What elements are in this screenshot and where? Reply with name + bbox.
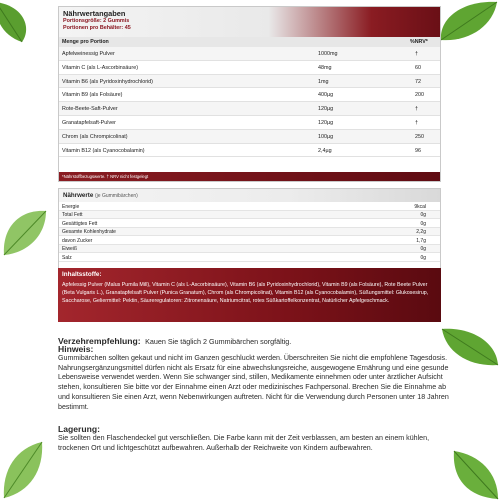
leaf-bottom-right-icon (448, 445, 500, 500)
row-value: 0g (420, 246, 426, 253)
row-amount: 48mg (318, 64, 332, 71)
leaf-top-left-icon (0, 0, 34, 45)
recommendation-label: Verzehrempfehlung: (58, 336, 141, 346)
table-row (59, 236, 440, 245)
ingredients-box (58, 268, 441, 322)
row-nrv: † (415, 119, 418, 126)
row-name: davon Zucker (62, 237, 93, 244)
nutrition-rows (59, 47, 440, 157)
row-name: Rote-Beete-Saft-Pulver (62, 106, 118, 113)
table-row (59, 47, 440, 61)
ingredients-text: Apfelessig Pulver (Malus Pumila Mill), Vitamin C (als L-Ascorbinsäure), Vitamin B6 (als Pyridoxinhydrochlorid), Vitamin B9 (als Folsäure), Rote Beete Pulver (Beta Vulgaris L.), Granatapfelsaft Pulver (Punica Granatum), Chrom (als Chrompicolinat), Vitamin B12 (als Cyanocobalamin), Süßungsmittel: Glukosesirup, Saccharose, Geliermittel: Pektin, Säureregulatoren: Zitronensäure, Natriumcitrat, rotes Süßkartoffelkonzentrat, Natürlicher Apfelgeschmack. (62, 282, 429, 305)
leaf-mid-left-icon (0, 205, 50, 260)
recommendation-text: Kauen Sie täglich 2 Gummibärchen sorgfältig. (145, 337, 292, 346)
row-name: Vitamin B12 (als Cyanocobalamin) (62, 147, 145, 154)
row-nrv: 250 (415, 133, 424, 140)
leaf-bottom-left-icon (0, 440, 45, 500)
table-row (59, 102, 440, 116)
row-amount: 120µg (318, 106, 334, 113)
row-value: 0g (420, 254, 426, 261)
ingredients-title: Inhaltsstoffe: (62, 271, 102, 278)
row-name: Vitamin B9 (als Folsäure) (62, 92, 123, 99)
row-amount: 1mg (318, 78, 329, 85)
row-nrv: 200 (415, 92, 424, 99)
row-name: Gesättigtes Fett (62, 220, 98, 227)
table-row (59, 253, 440, 262)
row-value: 9kcal (414, 203, 426, 210)
row-nrv: † (415, 106, 418, 113)
naehrwerte-table (58, 188, 441, 269)
naehrwerte-header (59, 189, 440, 202)
amount-per-serving-header: Menge pro Portion (62, 39, 109, 45)
hinweis-section (58, 344, 450, 412)
table-row (59, 61, 440, 75)
table-row (59, 245, 440, 254)
table-row (59, 228, 440, 237)
row-amount: 120µg (318, 119, 334, 126)
nrv-header: %NRV* (410, 39, 428, 45)
table-row (59, 130, 440, 144)
row-name: Vitamin B6 (als Pyridoxinhydrochlorid) (62, 78, 153, 85)
row-amount: 100µg (318, 133, 334, 140)
table-row (59, 202, 440, 211)
row-nrv: 60 (415, 64, 421, 71)
serving-size: Portionsgröße: 2 Gummis (63, 18, 130, 24)
naehrwerte-title: Nährwerte (63, 192, 94, 199)
row-name: Vitamin C (als L-Ascorbinsäure) (62, 64, 138, 71)
lagerung-section (58, 424, 450, 453)
row-value: 1,7g (416, 237, 426, 244)
row-name: Salz (62, 254, 72, 261)
table-row (59, 219, 440, 228)
nutrition-column-header (59, 37, 440, 47)
nutrition-facts-table (58, 6, 441, 182)
row-name: Gesamte Kohlenhydrate (62, 229, 116, 236)
hinweis-text: Gummibärchen sollten gekaut und nicht im Ganzen geschluckt werden. Überschreiten Sie nicht die empfohlene Tagesdosis. Nahrungsergänzungsmittel dürfen nicht als Ersatz für eine abwechslungsreiche, ausgewogene Ernährung und eine gesunde Lebensweise verwendet werden. Wenn Sie schwanger sind, stillen, Medikamente einnehmen oder unter ärztlicher Aufsicht stehen, konsultieren Sie bitte vor der Einnahme einen Arzt oder medizinisches Fachpersonal. Brechen Sie die Einnahme ab und konsultieren Sie einen Arzt, wenn Nebenwirkungen auftreten. Nicht für die Verwendung durch Personen unter 18 Jahren bestimmt. (58, 354, 449, 411)
naehrwerte-rows (59, 202, 440, 262)
lagerung-label: Lagerung: (58, 424, 101, 434)
row-amount: 400µg (318, 92, 334, 99)
table-row (59, 144, 440, 158)
table-row (59, 116, 440, 130)
nutrition-header (59, 7, 440, 37)
row-name: Energie (62, 203, 80, 210)
row-name: Chrom (als Chrompicolinat) (62, 133, 128, 140)
leaf-top-right-icon (433, 0, 500, 45)
hinweis-label: Hinweis: (58, 344, 94, 354)
table-row (59, 211, 440, 220)
row-nrv: 96 (415, 147, 421, 154)
row-name: Granatapfelsaft-Pulver (62, 119, 116, 126)
lagerung-text: Sie sollten den Flaschendeckel gut verschließen. Die Farbe kann mit der Zeit verblassen, am besten an einem kühlen, trockenen Ort und lichtgeschützt aufbewahren. Außerhalb der Reichweite von Kindern aufbewahren. (58, 434, 430, 452)
table-row (59, 88, 440, 102)
nutrition-title: Nährwertangaben (63, 9, 126, 18)
row-amount: 2,4µg (318, 147, 332, 154)
servings-per-container: Portionen pro Behälter: 45 (63, 24, 131, 31)
table-row (59, 75, 440, 89)
row-nrv: 72 (415, 78, 421, 85)
row-nrv: † (415, 51, 418, 57)
row-value: 2,2g (416, 229, 426, 236)
row-name: Total Fett (62, 212, 83, 219)
row-name: Apfelweinessig Pulver (62, 51, 115, 57)
row-amount: 1000mg (318, 51, 338, 57)
naehrwerte-unit: (je Gummibärchen) (95, 193, 138, 199)
row-name: Eiweiß (62, 246, 78, 253)
row-value: 0g (420, 220, 426, 227)
row-value: 0g (420, 212, 426, 219)
nutrition-footnote: *Nährstoffbezugswerte. † NRV nicht festgelegt (59, 172, 440, 181)
